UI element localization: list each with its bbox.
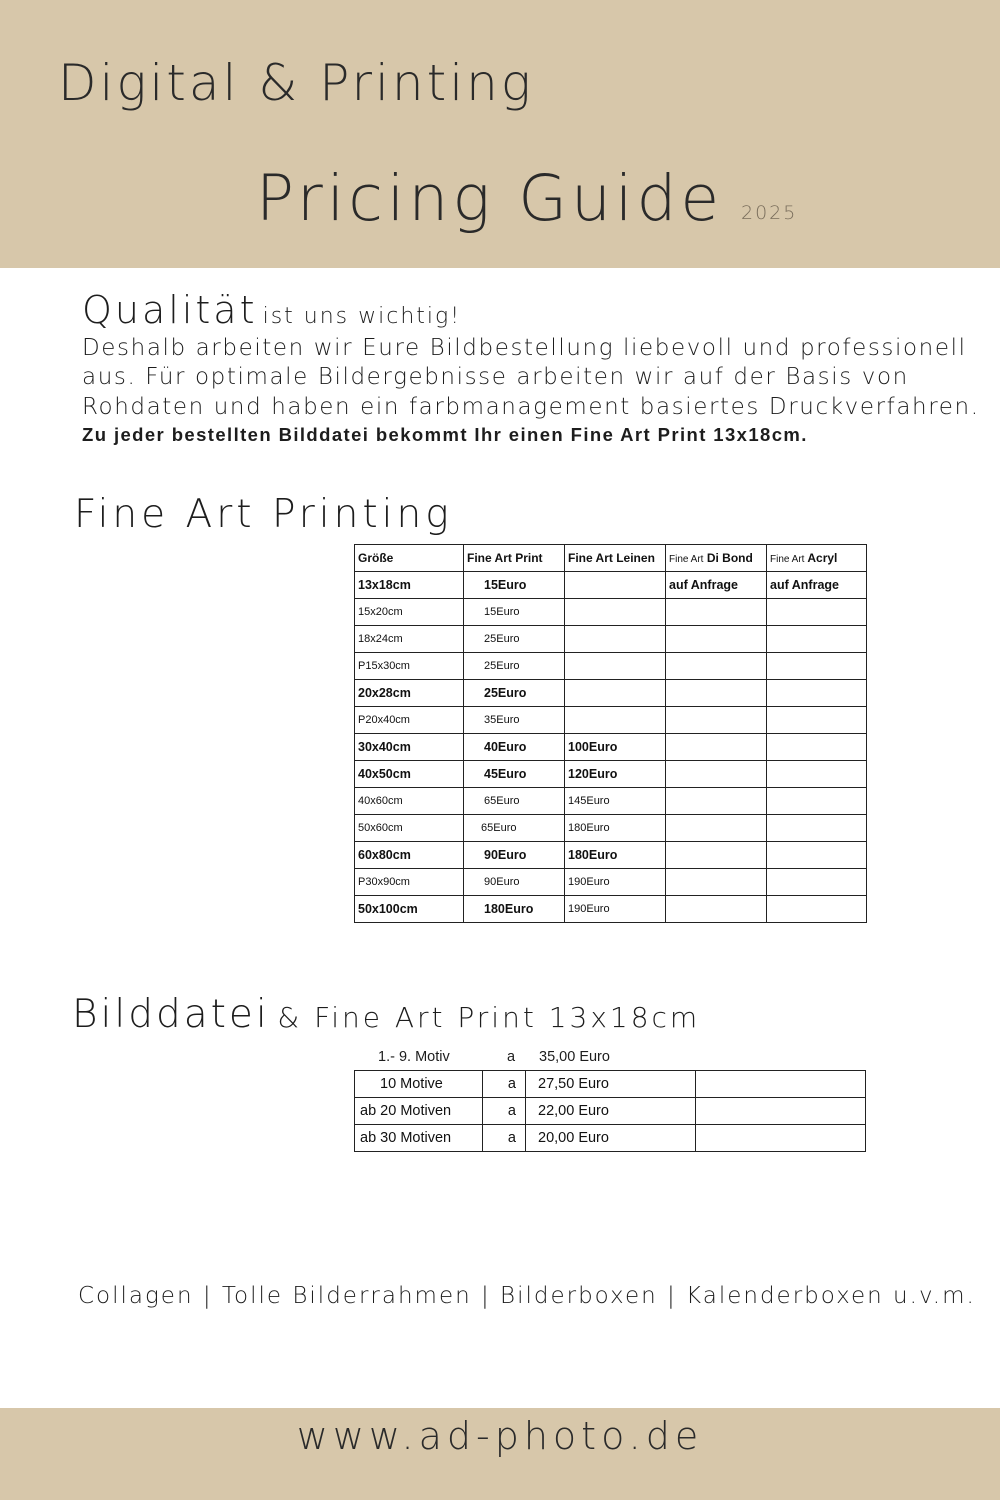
table-row (355, 680, 867, 707)
print-price-cell: 65Euro (464, 788, 565, 815)
table-row (355, 761, 867, 788)
motive-price-cell: 20,00 Euro (526, 1125, 696, 1152)
motive-count-cell: 10 Motive (355, 1071, 483, 1098)
table-row (355, 626, 867, 653)
bilddatei-header-row (354, 1048, 866, 1068)
header-acryl-label: Acryl (807, 551, 838, 565)
bilddatei-title (72, 992, 700, 1037)
header-dibond-prefix: Fine Art (669, 554, 704, 565)
acryl-price-cell (767, 707, 867, 734)
leinen-price-cell: 190Euro (565, 869, 666, 896)
empty-cell (696, 1071, 866, 1098)
leinen-price-cell: 145Euro (565, 788, 666, 815)
acryl-price-cell (767, 734, 867, 761)
bilddatei-title-big: Bilddatei (72, 992, 270, 1037)
intro-heading-small: ist uns wichtig! (262, 304, 462, 329)
header-acryl-prefix: Fine Art (770, 554, 805, 565)
dibond-price-cell (666, 599, 767, 626)
motive-count-cell: ab 20 Motiven (355, 1098, 483, 1125)
per-cell: a (483, 1071, 526, 1098)
size-cell: 60x80cm (355, 842, 464, 869)
leinen-price-cell (565, 572, 666, 599)
website-link[interactable]: www.ad-photo.de (296, 1414, 704, 1458)
acryl-price-cell (767, 653, 867, 680)
dibond-price-cell: auf Anfrage (666, 572, 767, 599)
acryl-price-cell (767, 626, 867, 653)
acryl-price-cell (767, 815, 867, 842)
header-dibond-label: Di Bond (706, 551, 753, 565)
header-fine-art-dibond (666, 545, 767, 572)
leinen-price-cell: 190Euro (565, 896, 666, 923)
intro-line-2: aus. Für optimale Bildergebnisse arbeiten wir auf der Basis von (82, 364, 909, 391)
bilddatei-title-small: & Fine Art Print 13x18cm (277, 1001, 701, 1034)
header-title-pricing-guide: Pricing Guide (256, 162, 724, 235)
size-cell: 18x24cm (355, 626, 464, 653)
acryl-price-cell: auf Anfrage (767, 572, 867, 599)
table-row (355, 1098, 866, 1125)
print-price-cell: 180Euro (464, 896, 565, 923)
size-cell: P20x40cm (355, 707, 464, 734)
bilddatei-header-a: a (507, 1049, 516, 1065)
table-row (355, 788, 867, 815)
dibond-price-cell (666, 869, 767, 896)
print-price-cell: 25Euro (464, 653, 565, 680)
dibond-price-cell (666, 734, 767, 761)
leinen-price-cell: 180Euro (565, 842, 666, 869)
print-price-cell: 90Euro (464, 869, 565, 896)
leinen-price-cell (565, 707, 666, 734)
table-row (355, 869, 867, 896)
size-cell: 15x20cm (355, 599, 464, 626)
print-price-cell: 40Euro (464, 734, 565, 761)
table-header-row (355, 545, 867, 572)
size-cell: 40x50cm (355, 761, 464, 788)
acryl-price-cell (767, 896, 867, 923)
acryl-price-cell (767, 842, 867, 869)
acryl-price-cell (767, 680, 867, 707)
empty-cell (696, 1098, 866, 1125)
fine-art-price-table (354, 544, 867, 923)
bilddatei-header-price: 35,00 Euro (539, 1049, 610, 1065)
size-cell: 50x100cm (355, 896, 464, 923)
header-fine-art-acryl (767, 545, 867, 572)
leinen-price-cell: 180Euro (565, 815, 666, 842)
extras-line: Collagen | Tolle Bilderrahmen | Bilderboxen | Kalenderboxen u.v.m. (78, 1283, 976, 1309)
size-cell: 50x60cm (355, 815, 464, 842)
intro-line-3: Rohdaten und haben ein farbmanagement basiertes Druckverfahren. (82, 393, 980, 420)
size-cell: 13x18cm (355, 572, 464, 599)
table-row (355, 572, 867, 599)
header-year: 2025 (741, 202, 798, 224)
bilddatei-price-table (354, 1070, 866, 1152)
leinen-price-cell (565, 653, 666, 680)
size-cell: 40x60cm (355, 788, 464, 815)
size-cell: 20x28cm (355, 680, 464, 707)
table-row (355, 707, 867, 734)
dibond-price-cell (666, 653, 767, 680)
leinen-price-cell (565, 599, 666, 626)
print-price-cell: 45Euro (464, 761, 565, 788)
table-row (355, 1125, 866, 1152)
acryl-price-cell (767, 599, 867, 626)
header-size: Größe (355, 545, 464, 572)
motive-count-cell: ab 30 Motiven (355, 1125, 483, 1152)
leinen-price-cell: 120Euro (565, 761, 666, 788)
print-price-cell: 25Euro (464, 680, 565, 707)
acryl-price-cell (767, 869, 867, 896)
leinen-price-cell (565, 626, 666, 653)
header-fine-art-leinen: Fine Art Leinen (565, 545, 666, 572)
intro-heading (82, 288, 982, 334)
table-row (355, 1071, 866, 1098)
dibond-price-cell (666, 761, 767, 788)
table-row (355, 734, 867, 761)
print-price-cell: 65Euro (464, 815, 565, 842)
dibond-price-cell (666, 626, 767, 653)
intro-heading-big: Qualität (82, 288, 258, 332)
bilddatei-header-label: 1.- 9. Motiv (378, 1049, 450, 1065)
print-price-cell: 35Euro (464, 707, 565, 734)
print-price-cell: 15Euro (464, 599, 565, 626)
intro-bold-line: Zu jeder bestellten Bilddatei bekommt Ihr einen Fine Art Print 13x18cm. (82, 424, 808, 446)
size-cell: P30x90cm (355, 869, 464, 896)
empty-cell (696, 1125, 866, 1152)
leinen-price-cell (565, 680, 666, 707)
dibond-price-cell (666, 680, 767, 707)
print-price-cell: 90Euro (464, 842, 565, 869)
print-price-cell: 15Euro (464, 572, 565, 599)
dibond-price-cell (666, 707, 767, 734)
motive-price-cell: 22,00 Euro (526, 1098, 696, 1125)
dibond-price-cell (666, 896, 767, 923)
acryl-price-cell (767, 761, 867, 788)
acryl-price-cell (767, 788, 867, 815)
print-price-cell: 25Euro (464, 626, 565, 653)
leinen-price-cell: 100Euro (565, 734, 666, 761)
table-row (355, 599, 867, 626)
size-cell: 30x40cm (355, 734, 464, 761)
header-fine-art-print: Fine Art Print (464, 545, 565, 572)
table-row (355, 842, 867, 869)
intro-section (82, 288, 982, 446)
fine-art-title: Fine Art Printing (74, 492, 453, 537)
per-cell: a (483, 1125, 526, 1152)
dibond-price-cell (666, 842, 767, 869)
dibond-price-cell (666, 815, 767, 842)
motive-price-cell: 27,50 Euro (526, 1071, 696, 1098)
dibond-price-cell (666, 788, 767, 815)
intro-line-1: Deshalb arbeiten wir Eure Bildbestellung liebevoll und professionell (82, 334, 967, 361)
table-row (355, 653, 867, 680)
table-row (355, 815, 867, 842)
per-cell: a (483, 1098, 526, 1125)
header-title-digital-printing: Digital & Printing (58, 54, 534, 112)
table-row (355, 896, 867, 923)
size-cell: P15x30cm (355, 653, 464, 680)
